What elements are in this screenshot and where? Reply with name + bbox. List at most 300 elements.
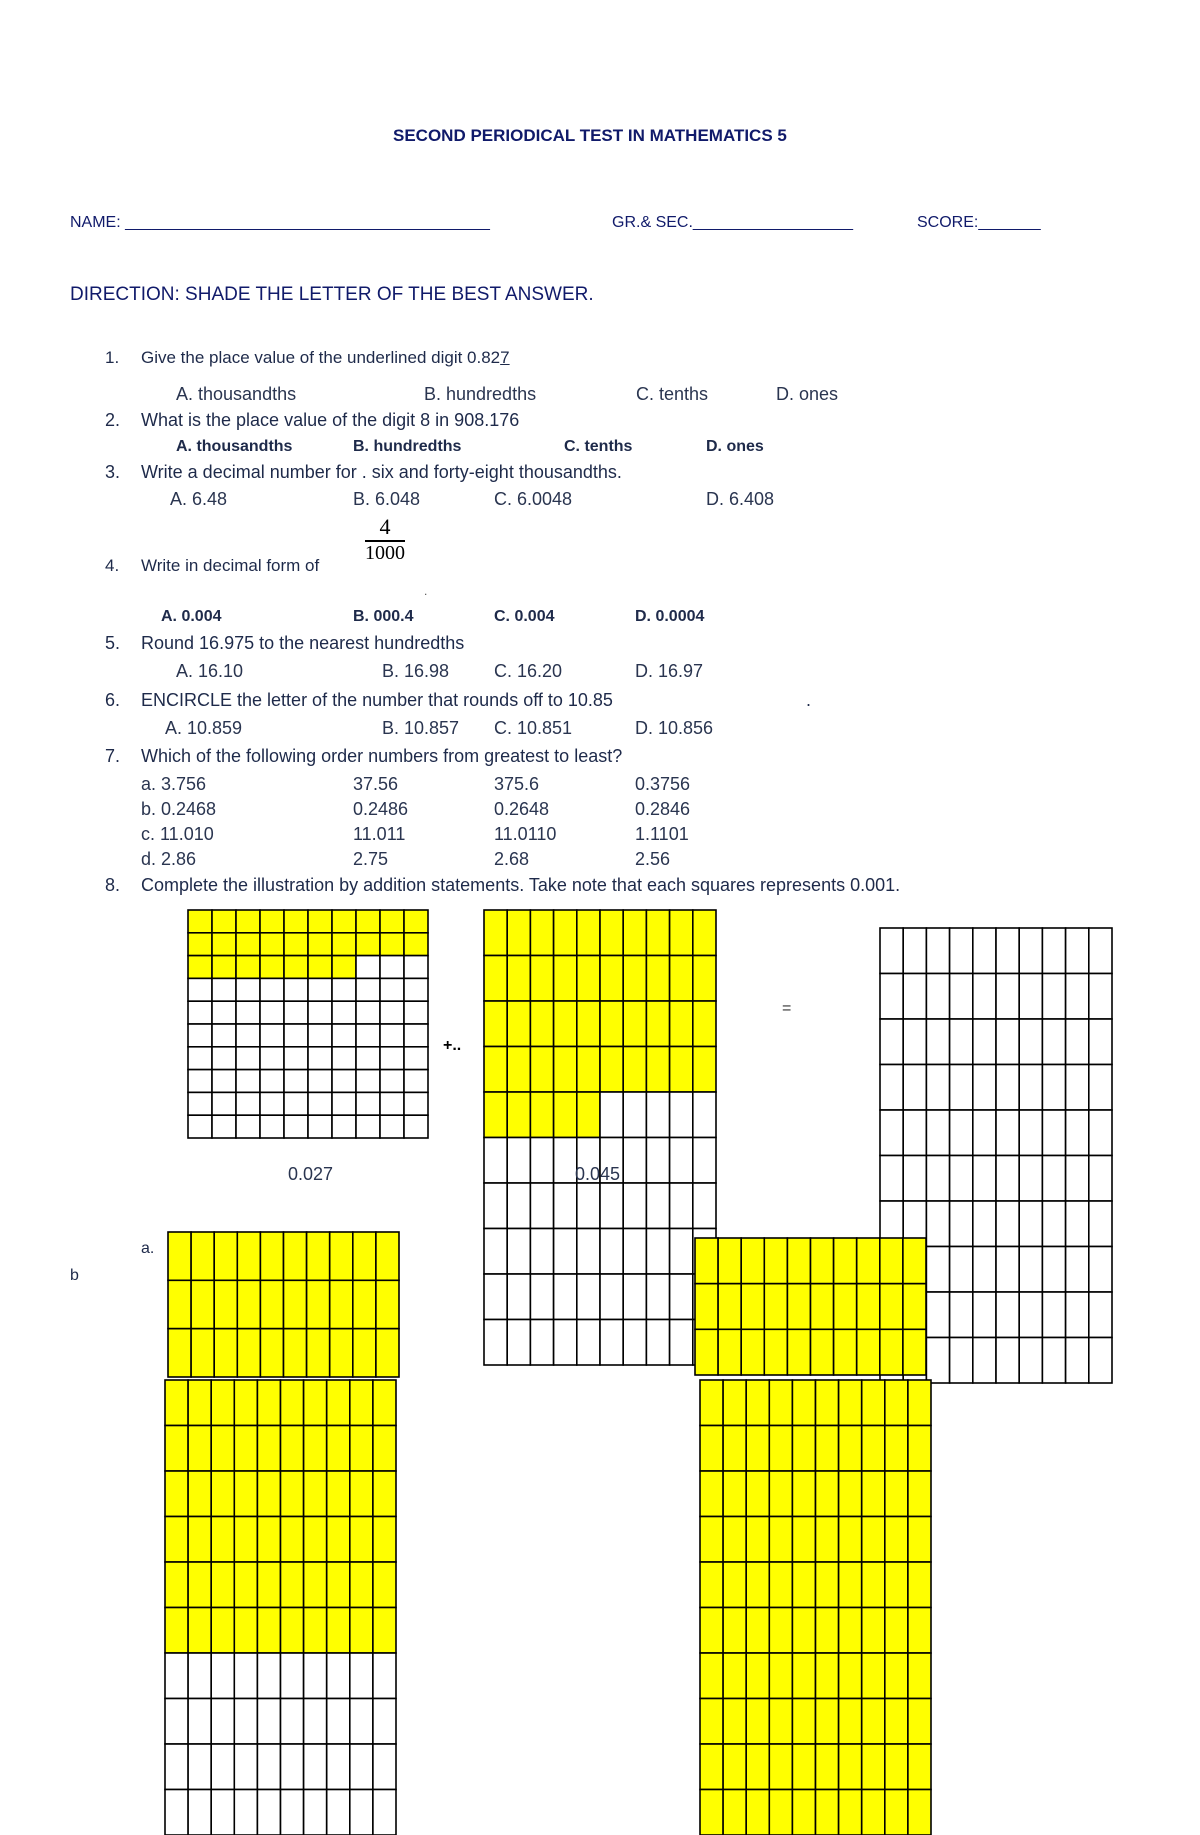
grid-square <box>327 1744 350 1790</box>
grid-square <box>281 1653 304 1699</box>
shaded-square <box>554 956 577 1002</box>
shaded-square <box>284 1329 307 1377</box>
shaded-square <box>168 1329 191 1377</box>
grid-square <box>950 974 973 1020</box>
grid-square <box>257 1790 280 1835</box>
shaded-square <box>530 1092 553 1138</box>
q7-row-c-3: 11.0110 <box>494 824 557 844</box>
shaded-square <box>577 1092 600 1138</box>
shaded-square <box>885 1562 908 1608</box>
shaded-square <box>741 1329 764 1375</box>
shaded-square <box>700 1517 723 1563</box>
shaded-square <box>188 910 212 933</box>
grid-square <box>1066 928 1089 974</box>
shaded-square <box>769 1653 792 1699</box>
grid-square <box>600 1274 623 1320</box>
shaded-square <box>327 1426 350 1472</box>
grid-square <box>380 1001 404 1024</box>
shaded-square <box>718 1284 741 1330</box>
shaded-square <box>769 1744 792 1790</box>
shaded-square <box>792 1426 815 1472</box>
grid-square <box>1019 1019 1042 1065</box>
shaded-square <box>792 1608 815 1654</box>
q7-row-b-1[interactable]: b. 0.2468 <box>141 799 217 819</box>
shaded-square <box>769 1517 792 1563</box>
shaded-square <box>191 1329 214 1377</box>
q3-number: 3. <box>105 462 121 482</box>
q3-option-c[interactable]: C. 6.0048 <box>494 489 573 509</box>
grid-square <box>530 1138 553 1184</box>
shaded-square <box>811 1284 834 1330</box>
grid-square <box>693 1092 716 1138</box>
grid-square <box>646 1138 669 1184</box>
grid-square <box>404 1070 428 1093</box>
q7-row-d-1[interactable]: d. 2.86 <box>141 849 197 869</box>
grid-square <box>281 1744 304 1790</box>
shaded-square <box>811 1329 834 1375</box>
grid-square <box>380 978 404 1001</box>
q7-text: Which of the following order numbers from greatest to least? <box>141 746 623 766</box>
grid-square <box>950 1110 973 1156</box>
grid-square <box>188 1047 212 1070</box>
grid-square <box>950 1247 973 1293</box>
name-field[interactable]: NAME: _________________________________________ <box>70 214 490 231</box>
shaded-square <box>723 1562 746 1608</box>
shaded-square <box>237 1280 260 1328</box>
shaded-square <box>885 1699 908 1745</box>
shaded-square <box>211 1562 234 1608</box>
shaded-square <box>816 1426 839 1472</box>
shaded-square <box>507 1092 530 1138</box>
shaded-square <box>281 1380 304 1426</box>
q6-option-b[interactable]: B. 10.857 <box>382 718 460 738</box>
grid-square <box>404 1115 428 1138</box>
shaded-square <box>404 910 428 933</box>
direction-text: DIRECTION: SHADE THE LETTER OF THE BEST ANSWER. <box>70 284 594 305</box>
grid-square <box>212 1070 236 1093</box>
grid-square <box>188 1744 211 1790</box>
grid-square <box>903 1156 926 1202</box>
shaded-square <box>404 933 428 956</box>
shaded-square <box>723 1380 746 1426</box>
q1-option-b[interactable]: B. hundredths <box>424 384 537 404</box>
score-field[interactable]: SCORE:_______ <box>917 214 1041 231</box>
shaded-square <box>857 1284 880 1330</box>
grid-square <box>507 1274 530 1320</box>
grid-square <box>693 1183 716 1229</box>
shaded-square <box>908 1380 931 1426</box>
grid-square <box>950 1338 973 1384</box>
page-title: SECOND PERIODICAL TEST IN MATHEMATICS 5 <box>393 126 787 145</box>
shaded-square <box>350 1426 373 1472</box>
grid-square <box>554 1229 577 1275</box>
q1-number-prefix: 0.82 <box>467 348 501 367</box>
grid-square <box>926 974 949 1020</box>
grid-square <box>373 1744 396 1790</box>
grid-square <box>996 1292 1019 1338</box>
grid-square <box>973 1110 996 1156</box>
shaded-square <box>885 1744 908 1790</box>
shaded-square <box>816 1517 839 1563</box>
grid-square <box>973 974 996 1020</box>
shaded-square <box>376 1232 399 1280</box>
shaded-square <box>792 1790 815 1835</box>
shaded-square <box>792 1744 815 1790</box>
grid-square <box>380 1092 404 1115</box>
q7-row-a-3: 375.6 <box>494 774 540 794</box>
grid-square <box>1042 1201 1065 1247</box>
q2-option-a[interactable]: A. thousandths <box>176 438 293 455</box>
grid-square <box>973 1065 996 1111</box>
shaded-square <box>260 910 284 933</box>
shaded-square <box>885 1380 908 1426</box>
grid-square <box>356 956 380 979</box>
q4-option-b[interactable]: B. 000.4 <box>353 608 414 625</box>
shaded-square <box>723 1426 746 1472</box>
shaded-square <box>700 1744 723 1790</box>
q4-option-d[interactable]: D. 0.0004 <box>635 608 705 625</box>
grid-square <box>1042 1019 1065 1065</box>
grid-square <box>484 1183 507 1229</box>
grid-square <box>996 1247 1019 1293</box>
grid-square <box>1066 1019 1089 1065</box>
grid-square <box>308 1001 332 1024</box>
grid-square <box>996 1110 1019 1156</box>
q2-number: 2. <box>105 410 121 430</box>
q5-option-c[interactable]: C. 16.20 <box>494 661 563 681</box>
grid-square <box>165 1653 188 1699</box>
shaded-square <box>554 910 577 956</box>
shaded-square <box>284 956 308 979</box>
grid-square <box>380 956 404 979</box>
grid-square <box>211 1744 234 1790</box>
grid-square <box>308 1092 332 1115</box>
grid-square <box>623 1229 646 1275</box>
shaded-square <box>600 910 623 956</box>
grid-square <box>1066 1247 1089 1293</box>
shaded-square <box>577 956 600 1002</box>
shaded-square <box>165 1380 188 1426</box>
grid-square <box>260 1092 284 1115</box>
grid-square <box>1089 1201 1112 1247</box>
q3-option-b[interactable]: B. 6.048 <box>353 489 421 509</box>
shaded-square <box>693 1001 716 1047</box>
q1-option-d[interactable]: D. ones <box>776 384 839 404</box>
q7-row-a-1[interactable]: a. 3.756 <box>141 774 207 794</box>
shaded-square <box>165 1426 188 1472</box>
shaded-square <box>769 1699 792 1745</box>
grid-square <box>380 1070 404 1093</box>
shaded-square <box>718 1238 741 1284</box>
shaded-square <box>746 1699 769 1745</box>
shaded-square <box>792 1471 815 1517</box>
grid-square <box>670 1320 693 1366</box>
shaded-square <box>764 1284 787 1330</box>
grid-square <box>304 1699 327 1745</box>
shaded-square <box>260 1232 283 1280</box>
q6-option-d[interactable]: D. 10.856 <box>635 718 714 738</box>
q7-row-c-1[interactable]: c. 11.010 <box>141 824 214 844</box>
shaded-square <box>214 1232 237 1280</box>
shaded-square <box>839 1426 862 1472</box>
grid-square <box>950 1201 973 1247</box>
shaded-square <box>212 956 236 979</box>
shaded-square <box>554 1047 577 1093</box>
grid-square <box>234 1699 257 1745</box>
shaded-square <box>373 1608 396 1654</box>
shaded-square <box>695 1284 718 1330</box>
grid-0-045 <box>484 910 716 1365</box>
q5-option-d[interactable]: D. 16.97 <box>635 661 704 681</box>
shaded-square <box>332 956 356 979</box>
grid-square <box>670 1092 693 1138</box>
grid-square <box>926 1292 949 1338</box>
q4-dot: . <box>424 584 428 598</box>
shaded-square <box>165 1608 188 1654</box>
shaded-square <box>332 933 356 956</box>
q5-number: 5. <box>105 633 121 653</box>
grid-square <box>1042 928 1065 974</box>
grid-square <box>356 1092 380 1115</box>
grid-square <box>404 1024 428 1047</box>
label-a: a. <box>141 1240 155 1257</box>
grade-section-field[interactable]: GR.& SEC.__________________ <box>612 214 854 231</box>
grid-square <box>1042 974 1065 1020</box>
shaded-square <box>908 1790 931 1835</box>
shaded-square <box>168 1232 191 1280</box>
grid-square <box>188 1024 212 1047</box>
grid-square <box>623 1138 646 1184</box>
shaded-square <box>237 1232 260 1280</box>
shaded-square <box>885 1471 908 1517</box>
shaded-square <box>304 1426 327 1472</box>
shaded-square <box>304 1517 327 1563</box>
q2-option-d[interactable]: D. ones <box>706 438 764 455</box>
shaded-square <box>307 1329 330 1377</box>
grid-square <box>404 956 428 979</box>
grid-square <box>1042 1156 1065 1202</box>
shaded-square <box>741 1238 764 1284</box>
shaded-square <box>764 1238 787 1284</box>
grid-square <box>257 1744 280 1790</box>
shaded-square <box>695 1238 718 1284</box>
grid-square <box>903 1065 926 1111</box>
shaded-square <box>646 1047 669 1093</box>
q5-option-a[interactable]: A. 16.10 <box>176 661 244 681</box>
grid-square <box>1089 1292 1112 1338</box>
grid-square <box>236 1092 260 1115</box>
q4-option-a[interactable]: A. 0.004 <box>161 608 222 625</box>
shaded-square <box>530 910 553 956</box>
shaded-square <box>530 1001 553 1047</box>
shaded-square <box>211 1608 234 1654</box>
grid-square <box>1066 1338 1089 1384</box>
shaded-square <box>212 933 236 956</box>
grid-square <box>554 1274 577 1320</box>
grid-square <box>973 1247 996 1293</box>
grid-square <box>903 1019 926 1065</box>
q1-option-a[interactable]: A. thousandths <box>176 384 297 404</box>
q2-option-b[interactable]: B. hundredths <box>353 438 462 455</box>
grid-square <box>356 1001 380 1024</box>
q4-numerator: 4 <box>365 514 405 542</box>
shaded-square <box>353 1329 376 1377</box>
q2-option-c[interactable]: C. tenths <box>564 438 633 455</box>
grid-square <box>284 1047 308 1070</box>
q7-row-b-2: 0.2486 <box>353 799 409 819</box>
grid-square <box>926 1201 949 1247</box>
grid-square <box>950 1292 973 1338</box>
shaded-square <box>234 1608 257 1654</box>
grid-square <box>211 1653 234 1699</box>
grid-square <box>1089 928 1112 974</box>
grid-square <box>1019 1156 1042 1202</box>
q7-row-b-3: 0.2648 <box>494 799 550 819</box>
shaded-square <box>700 1653 723 1699</box>
grid-square <box>1019 1110 1042 1156</box>
grid-square <box>484 1229 507 1275</box>
shaded-square <box>577 910 600 956</box>
grid-a-top <box>168 1232 399 1377</box>
grid-square <box>950 928 973 974</box>
grid-square <box>903 1110 926 1156</box>
shaded-square <box>212 910 236 933</box>
shaded-square <box>693 910 716 956</box>
shaded-square <box>885 1790 908 1835</box>
shaded-square <box>376 1280 399 1328</box>
shaded-square <box>281 1471 304 1517</box>
grid-square <box>1089 1247 1112 1293</box>
q3-option-a[interactable]: A. 6.48 <box>170 489 228 509</box>
grid-square <box>1042 1065 1065 1111</box>
shaded-square <box>214 1329 237 1377</box>
q3-option-d[interactable]: D. 6.408 <box>706 489 775 509</box>
shaded-square <box>839 1562 862 1608</box>
grid-square <box>165 1790 188 1835</box>
grid-square <box>1019 1338 1042 1384</box>
grid-square <box>281 1699 304 1745</box>
grid-square <box>308 1070 332 1093</box>
shaded-square <box>308 956 332 979</box>
grid-square <box>308 978 332 1001</box>
grid-square <box>188 1115 212 1138</box>
grid-square <box>973 1019 996 1065</box>
grid-square <box>1042 1292 1065 1338</box>
grid-square <box>996 974 1019 1020</box>
shaded-square <box>746 1471 769 1517</box>
shaded-square <box>260 1329 283 1377</box>
grid-square <box>308 1024 332 1047</box>
shaded-square <box>165 1517 188 1563</box>
shaded-square <box>234 1517 257 1563</box>
shaded-square <box>723 1744 746 1790</box>
grid-square <box>646 1183 669 1229</box>
grid-square <box>880 974 903 1020</box>
shaded-square <box>816 1380 839 1426</box>
grid-square <box>327 1699 350 1745</box>
shaded-square <box>327 1608 350 1654</box>
shaded-square <box>577 1047 600 1093</box>
shaded-square <box>188 1471 211 1517</box>
shaded-square <box>260 1280 283 1328</box>
shaded-square <box>484 1047 507 1093</box>
shaded-square <box>792 1562 815 1608</box>
grid-square <box>577 1183 600 1229</box>
shaded-square <box>373 1380 396 1426</box>
shaded-square <box>834 1329 857 1375</box>
shaded-square <box>769 1608 792 1654</box>
grid-square <box>212 1092 236 1115</box>
shaded-square <box>862 1699 885 1745</box>
grid-square <box>973 1156 996 1202</box>
grid-square <box>332 1070 356 1093</box>
shaded-square <box>746 1426 769 1472</box>
shaded-square <box>862 1471 885 1517</box>
grid-square <box>600 1183 623 1229</box>
shaded-square <box>769 1790 792 1835</box>
shaded-square <box>257 1517 280 1563</box>
q6-option-a[interactable]: A. 10.859 <box>165 718 243 738</box>
grid-square <box>1042 1110 1065 1156</box>
grid-square <box>211 1790 234 1835</box>
shaded-square <box>746 1790 769 1835</box>
grid-square <box>646 1092 669 1138</box>
shaded-square <box>862 1426 885 1472</box>
shaded-square <box>857 1329 880 1375</box>
shaded-square <box>903 1284 926 1330</box>
q4-text: Write in decimal form of <box>141 556 320 575</box>
shaded-square <box>862 1790 885 1835</box>
shaded-square <box>769 1471 792 1517</box>
shaded-square <box>769 1380 792 1426</box>
grid-square <box>996 1156 1019 1202</box>
grid-square <box>903 974 926 1020</box>
grid-square <box>373 1790 396 1835</box>
grid-square <box>996 1201 1019 1247</box>
grid-square <box>600 1229 623 1275</box>
shaded-square <box>257 1608 280 1654</box>
q6-trail: . <box>806 690 812 710</box>
shaded-square <box>281 1562 304 1608</box>
grid-square <box>332 1047 356 1070</box>
grid-square <box>950 1156 973 1202</box>
shaded-square <box>188 933 212 956</box>
q1-option-c[interactable]: C. tenths <box>636 384 709 404</box>
grid-square <box>996 1019 1019 1065</box>
grid-square <box>926 1065 949 1111</box>
shaded-square <box>308 933 332 956</box>
shaded-square <box>816 1699 839 1745</box>
shaded-square <box>257 1562 280 1608</box>
grid-square <box>236 1047 260 1070</box>
shaded-square <box>723 1790 746 1835</box>
grid-square <box>1089 1156 1112 1202</box>
grid-square <box>600 1092 623 1138</box>
shaded-square <box>670 1001 693 1047</box>
shaded-square <box>746 1744 769 1790</box>
shaded-square <box>670 956 693 1002</box>
grid-square <box>260 1115 284 1138</box>
q1-underlined-digit: 7 <box>500 348 510 367</box>
grid-square <box>623 1092 646 1138</box>
grid-square <box>670 1138 693 1184</box>
q5-option-b[interactable]: B. 16.98 <box>382 661 450 681</box>
shaded-square <box>623 1001 646 1047</box>
grid-square <box>926 928 949 974</box>
grid-square <box>332 1115 356 1138</box>
q4-option-c[interactable]: C. 0.004 <box>494 608 555 625</box>
q6-option-c[interactable]: C. 10.851 <box>494 718 573 738</box>
